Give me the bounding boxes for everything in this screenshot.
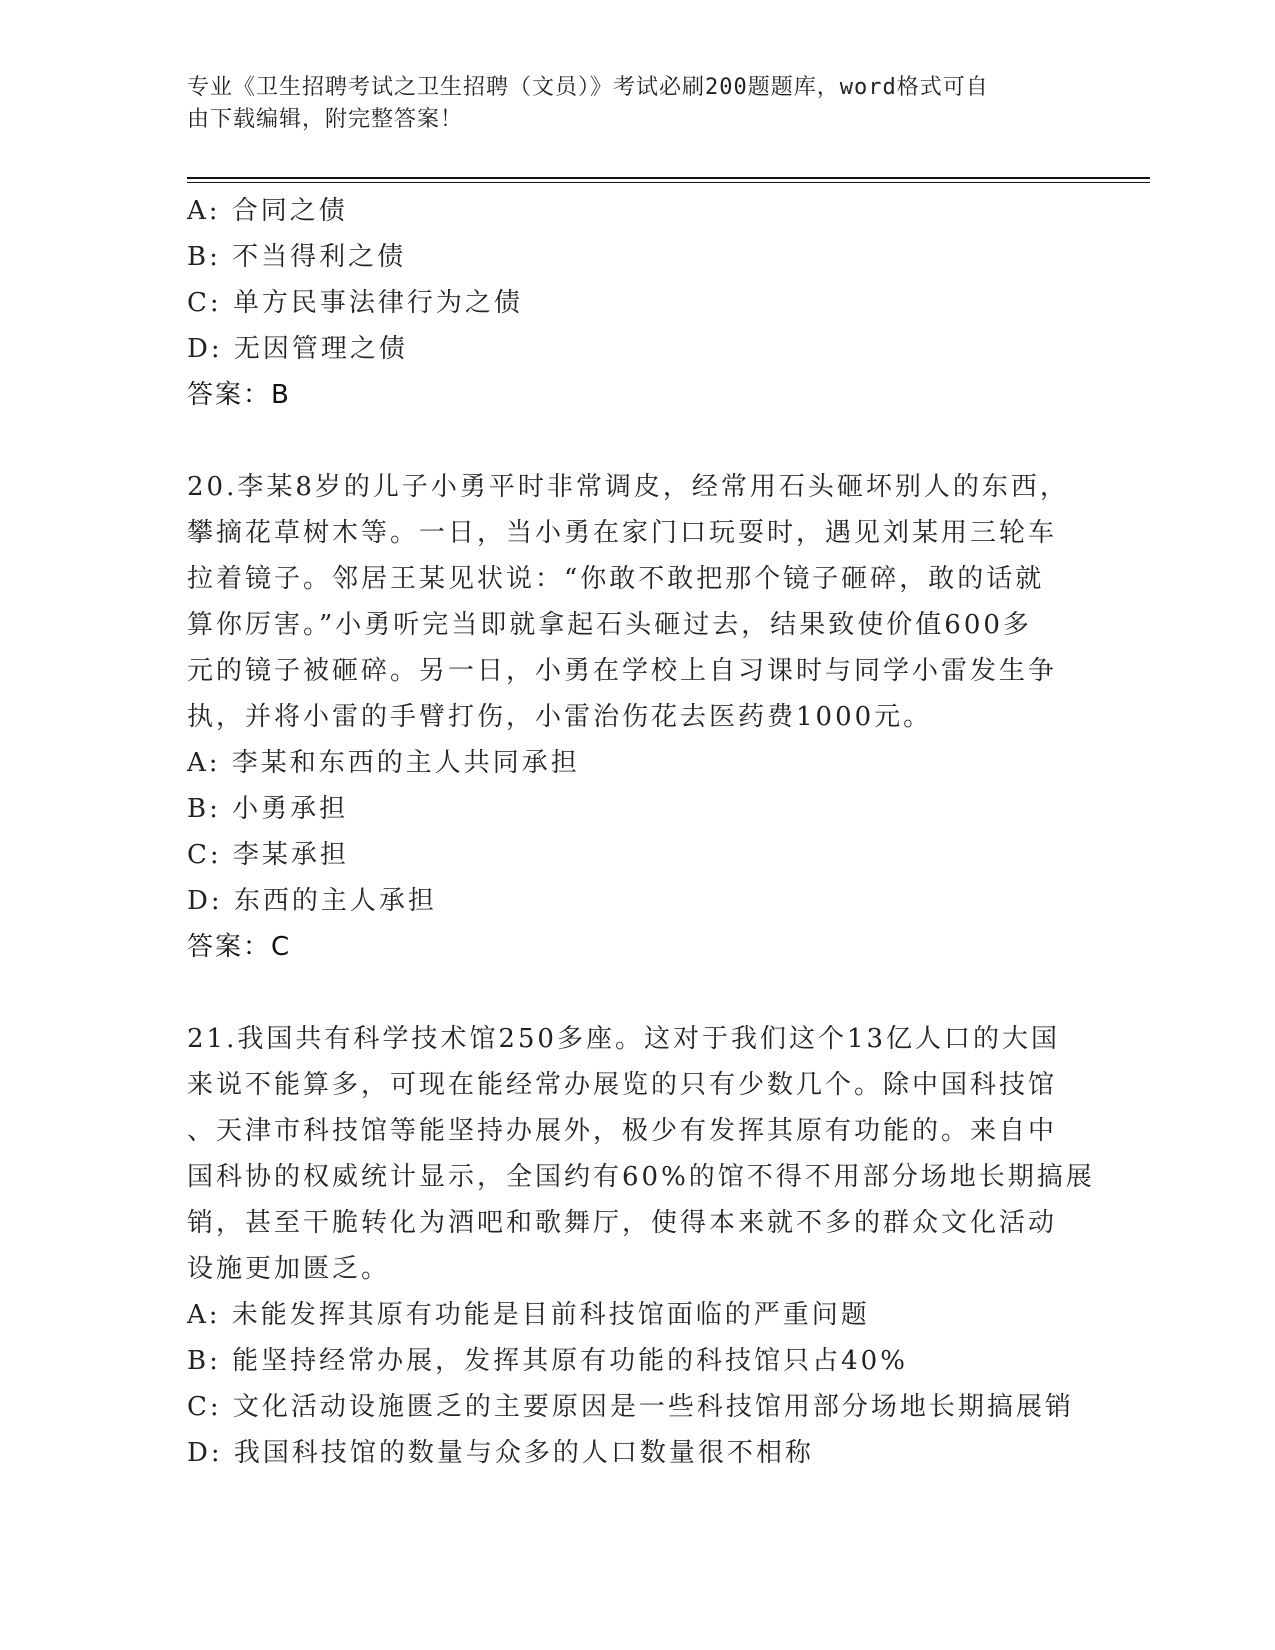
option-a: A: 未能发挥其原有功能是目前科技馆面临的严重问题 [187,1300,870,1330]
option-a: A: 李某和东西的主人共同承担 [187,748,580,778]
option-b: B: 不当得利之债 [187,242,407,272]
answer-line: 答案：B [187,380,291,410]
question-stem-line: 来说不能算多，可现在能经常办展览的只有少数几个。除中国科技馆 [187,1070,1058,1100]
option-a: A: 合同之债 [187,196,348,226]
option-c: C: 李某承担 [187,840,349,870]
header-divider-thin [187,182,1150,183]
question-stem-line: 销，甚至干脆转化为酒吧和歌舞厅，使得本来就不多的群众文化活动 [187,1208,1058,1238]
option-d: D: 东西的主人承担 [187,886,437,916]
document-header [187,72,1067,136]
option-c: C: 单方民事法律行为之债 [187,288,523,318]
question-stem-line: 拉着镜子。邻居王某见状说：“你敢不敢把那个镜子砸碎，敢的话就 [187,564,1045,594]
document-body [187,188,1095,1476]
option-d: D: 无因管理之债 [187,334,408,364]
header-title-line-1: 专业《卫生招聘考试之卫生招聘（文员）》考试必刷200题题库，word格式可自 [187,75,989,100]
option-c: C: 文化活动设施匮乏的主要原因是一些科技馆用部分场地长期搞展销 [187,1392,1074,1422]
question-spacer [187,418,1087,464]
option-b: B: 小勇承担 [187,794,349,824]
question-stem-line: 攀摘花草树木等。一日，当小勇在家门口玩耍时，遇见刘某用三轮车 [187,518,1058,548]
question-prev-block [187,188,1087,418]
question-stem-line: 执，并将小雷的手臂打伤，小雷治伤花去医药费1000元。 [187,702,933,732]
question-stem-line: 设施更加匮乏。 [187,1254,391,1284]
question-stem-line: 、天津市科技馆等能坚持办展外，极少有发挥其原有功能的。来自中 [187,1116,1058,1146]
question-stem-line: 国科协的权威统计显示，全国约有60%的馆不得不用部分场地长期搞展 [187,1162,1095,1192]
option-b: B: 能坚持经常办展，发挥其原有功能的科技馆只占40% [187,1346,908,1376]
question-21 [187,1016,1095,1476]
question-20 [187,464,1087,970]
question-stem-line: 元的镜子被砸碎。另一日，小勇在学校上自习课时与同学小雷发生争 [187,656,1058,686]
question-spacer [187,970,1087,1016]
question-stem-line: 21.我国共有科学技术馆250多座。这对于我们这个13亿人口的大国 [187,1024,1061,1054]
question-stem-line: 20.李某8岁的儿子小勇平时非常调皮，经常用石头砸坏别人的东西， [187,472,1069,502]
option-d: D: 我国科技馆的数量与众多的人口数量很不相称 [187,1438,814,1468]
question-stem-line: 算你厉害。”小勇听完当即就拿起石头砸过去，结果致使价值600多 [187,610,1032,640]
header-title-line-2: 由下载编辑，附完整答案！ [187,107,464,132]
header-divider-thick [187,177,1150,179]
answer-line: 答案：C [187,932,292,962]
